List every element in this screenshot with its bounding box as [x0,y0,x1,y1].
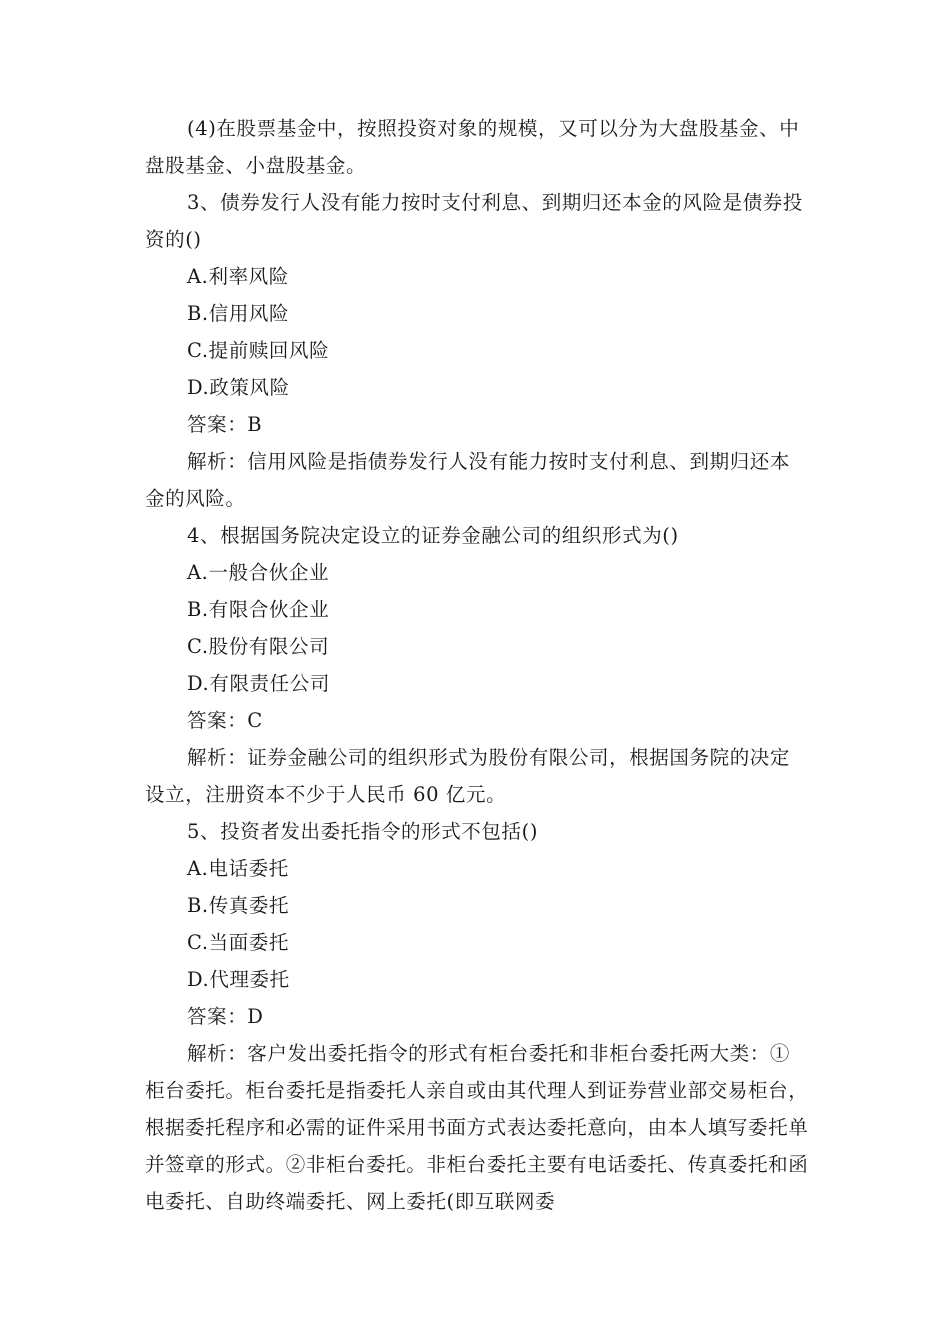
q3-option-a: A.利率风险 [187,265,289,288]
paragraph-fund-size: (4)在股票基金中，按照投资对象的规模，又可以分为大盘股基金、中盘股基金、小盘股基金。 [145,117,800,177]
q4-option-d: D.有限责任公司 [187,672,330,695]
q3-answer: 答案：B [187,413,263,436]
q3-option-b: B.信用风险 [187,302,290,325]
q4-option-a: A.一般合伙企业 [187,561,330,584]
question-3: 3、债券发行人没有能力按时支付利息、到期归还本金的风险是债券投资的() [145,191,804,251]
question-5: 5、投资者发出委托指令的形式不包括() [187,820,539,843]
q5-option-c: C.当面委托 [187,931,290,954]
q5-option-a: A.电话委托 [187,857,289,880]
q5-answer: 答案：D [187,1005,264,1028]
q4-option-c: C.股份有限公司 [187,635,330,658]
document-page [145,110,810,1220]
q5-option-b: B.传真委托 [187,894,290,917]
question-4: 4、根据国务院决定设立的证券金融公司的组织形式为() [187,524,679,547]
q4-answer: 答案：C [187,709,263,732]
q3-explanation: 解析：信用风险是指债券发行人没有能力按时支付利息、到期归还本金的风险。 [145,450,791,510]
q4-option-b: B.有限合伙企业 [187,598,330,621]
q5-option-d: D.代理委托 [187,968,290,991]
q5-explanation: 解析：客户发出委托指令的形式有柜台委托和非柜台委托两大类：①柜台委托。柜台委托是指委托人亲自或由其代理人到证券营业部交易柜台，根据委托程序和必需的证件采用书面方式表达委托意向，由本人填写委托单并签章的形式。②非柜台委托。非柜台委托主要有电话委托、传真委托和函电委托、自助终端委托、网上委托(即互联网委 [145,1042,809,1213]
q3-option-d: D.政策风险 [187,376,290,399]
q4-explanation: 解析：证券金融公司的组织形式为股份有限公司，根据国务院的决定设立，注册资本不少于人民币 60 亿元。 [145,746,791,806]
q3-option-c: C.提前赎回风险 [187,339,330,362]
